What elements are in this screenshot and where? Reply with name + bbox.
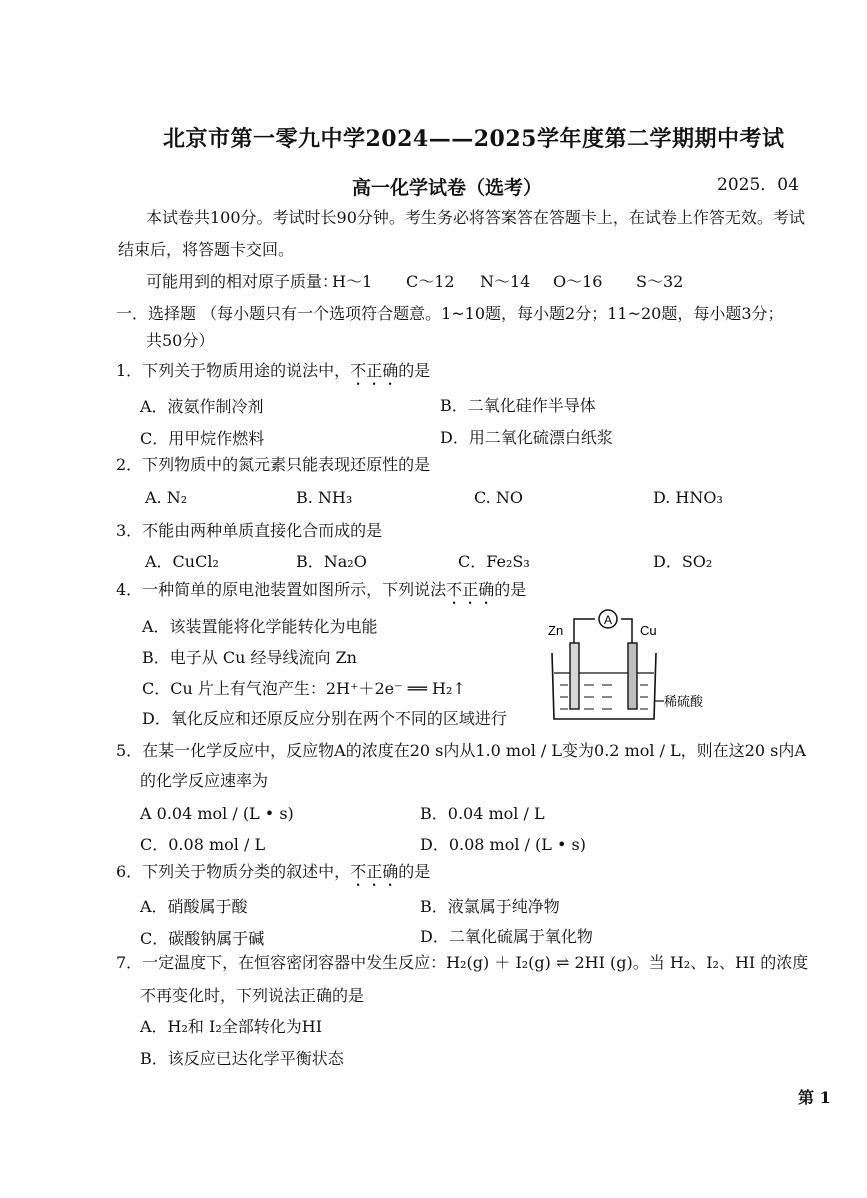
q4-stem: 4．一种简单的原电池装置如图所示，下列说法不正确的是	[116, 580, 527, 599]
q2-option-b: B. NH₃	[296, 488, 353, 507]
q7-option-b: B．该反应已达化学平衡状态	[140, 1049, 344, 1068]
paper-subtitle: 高一化学试卷（选考）	[352, 177, 543, 199]
atomic-mass-s: S～32	[636, 272, 684, 291]
atomic-mass-h: H～1	[332, 272, 373, 291]
cu-electrode	[628, 643, 637, 709]
q6-option-a: A．硝酸属于酸	[140, 897, 248, 916]
q1-option-a: A．液氨作制冷剂	[140, 397, 264, 416]
zn-electrode	[570, 643, 579, 709]
q2-option-d: D. HNO₃	[653, 488, 723, 507]
q5-stem-line1: 5．在某一化学反应中，反应物A的浓度在20 s内从1.0 mol / L变为0.2 mol / L，则在这20 s内A	[116, 741, 806, 760]
instructions-line2: 结束后，将答题卡交回。	[118, 240, 295, 259]
q3-stem: 3．不能由两种单质直接化合而成的是	[116, 521, 383, 540]
q4-emphasis: 不正确	[446, 580, 495, 599]
q2-stem: 2．下列物质中的氮元素只能表现还原性的是	[116, 455, 431, 474]
q6-option-b: B．液氯属于纯净物	[420, 897, 560, 916]
section1-heading-line2: 共50分）	[146, 331, 215, 350]
atomic-mass-o: O～16	[553, 272, 603, 291]
q1-stem: 1．下列关于物质用途的说法中，不正确的是	[116, 361, 431, 380]
q4-option-a: A．该装置能将化学能转化为电能	[142, 617, 378, 636]
q6-option-d: D．二氧化硫属于氧化物	[420, 927, 593, 946]
q5-stem-line2: 的化学反应速率为	[140, 771, 269, 790]
q2-option-c: C. NO	[474, 488, 523, 507]
q6-option-c: C．碳酸钠属于碱	[140, 929, 265, 948]
q5-option-d: D．0.08 mol / (L • s)	[420, 835, 586, 854]
q1-option-d: D．用二氧化硫漂白纸浆	[440, 428, 613, 447]
q7-option-a: A．H₂和 I₂全部转化为HI	[140, 1017, 323, 1036]
q4-option-c: C．Cu 片上有气泡产生：2H⁺＋2e⁻ ══ H₂↑	[142, 679, 466, 698]
q6-stem: 6．下列关于物质分类的叙述中，不正确的是	[116, 862, 431, 881]
q7-stem-line1: 7．一定温度下，在恒容密闭容器中发生反应：H₂(g) ＋ I₂(g) ⇌ 2HI (g)。当 H₂、I₂、HI 的浓度	[116, 953, 809, 972]
section1-heading-line1: 一．选择题 （每小题只有一个选项符合题意。1~10题，每小题2分；11~20题，每小题3分；	[116, 304, 784, 323]
q4-option-d: D．氧化反应和还原反应分别在两个不同的区域进行	[142, 709, 507, 728]
zn-label: Zn	[548, 623, 564, 638]
q7-stem-line2: 不再变化时，下列说法正确的是	[140, 986, 365, 1005]
page-number: 第 1	[798, 1088, 831, 1107]
atomic-mass-n: N～14	[480, 272, 531, 291]
q5-option-a: A 0.04 mol / (L • s)	[140, 804, 294, 823]
cu-label: Cu	[640, 623, 657, 638]
q6-emphasis: 不正确	[350, 862, 399, 881]
q1-option-c: C．用甲烷作燃料	[140, 429, 265, 448]
q3-option-b: B．Na₂O	[296, 552, 367, 571]
q4-option-b: B．电子从 Cu 经导线流向 Zn	[142, 648, 357, 667]
q1-emphasis: 不正确	[350, 361, 399, 380]
exam-date: 2025．04	[717, 175, 799, 195]
atomic-masses-label: 可能用到的相对原子质量：	[146, 272, 339, 291]
q3-option-d: D．SO₂	[653, 552, 713, 571]
galvanic-cell-diagram	[540, 605, 720, 725]
q3-option-c: C．Fe₂S₃	[458, 552, 530, 571]
q3-option-a: A．CuCl₂	[145, 552, 219, 571]
exam-title: 北京市第一零九中学2024——2025学年度第二学期期中考试	[163, 126, 785, 152]
q2-option-a: A. N₂	[145, 488, 188, 507]
q5-option-c: C．0.08 mol / L	[140, 835, 266, 854]
acid-label: 稀硫酸	[664, 694, 704, 709]
q1-option-b: B．二氧化硅作半导体	[440, 396, 596, 415]
ammeter-label: A	[603, 613, 613, 627]
instructions-line1: 本试卷共100分。考试时长90分钟。考生务必将答案答在答题卡上，在试卷上作答无效。考试	[146, 208, 805, 227]
atomic-mass-c: C～12	[406, 272, 455, 291]
q5-option-b: B．0.04 mol / L	[420, 804, 545, 823]
